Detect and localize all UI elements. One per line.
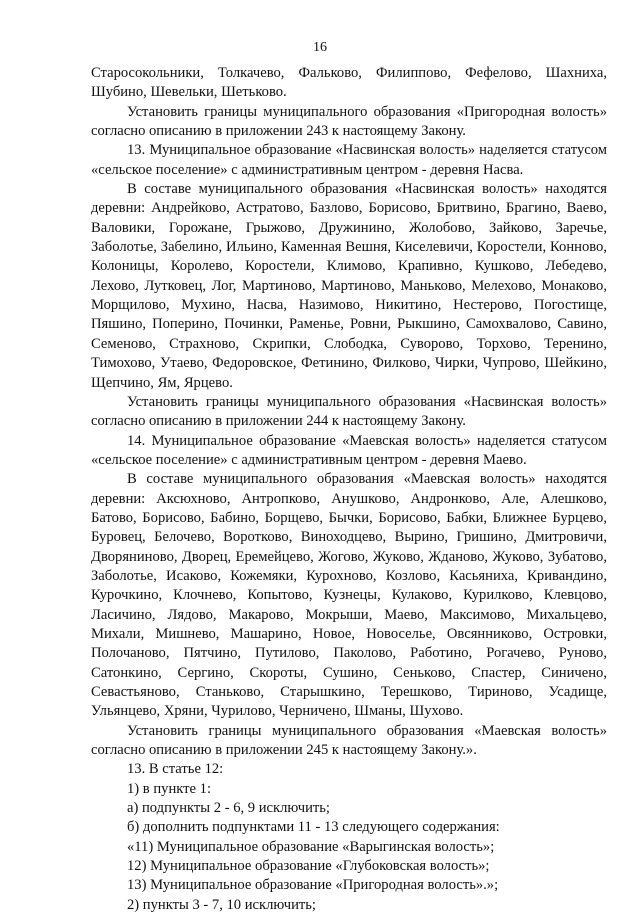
paragraph-item-12: 12) Муниципальное образование «Глубоковская волость»; xyxy=(127,858,490,875)
paragraph-boundaries-prigorodnaya: Установить границы муниципального образования «Пригородная волость» согласно описанию в приложении 243 к настоящему Закону. xyxy=(91,103,607,140)
document-body xyxy=(91,64,607,915)
paragraph-item-11: «11) Муниципальное образование «Варыгинская волость»; xyxy=(127,838,495,855)
paragraph-nasvinskaya-villages: В составе муниципального образования «Насвинская волость» находятся деревни: Андрейково, Астратово, Базлово, Борисово, Бритвино, Брагино, Ваево, Валовики, Горожане, Грыжово, Дружинино, Жолобово, Зайково, Заречье, Заболотье, Забелино, Ильино, Каменная Вешня, Киселевичи, Коростели, Конново, Колоницы, Королево, Коростели, Климово, Крапивно, Кушково, Лебедево, Лехово, Лутковец, Лог, Мартиново, Мартиново, Маньково, Мелехово, Монаково, Морщилово, Мухино, Насва, Назимово, Никитино, Нестерово, Погостище, Пяшино, Поперино, Починки, Раменье, Ровни, Рыкшино, Самохвалово, Савино, Семеново, Страхново, Скрипки, Слободка, Суворово, Торхово, Теренино, Тимохово, Утаево, Федоровское, Фетинино, Филково, Чирки, Чупрово, Шейкино, Щепчино, Ям, Ярцево. xyxy=(91,181,607,391)
paragraph-villages-continued: Старосокольники, Толкачево, Фальково, Филиппово, Фефелово, Шахниха, Шубино, Шевельки, Шетьково. xyxy=(91,65,607,101)
paragraph-boundaries-maevskaya: Установить границы муниципального образования «Маевская волость» согласно описанию в приложении 245 к настоящему Закону.». xyxy=(91,722,607,759)
paragraph-subpoint-a: а) подпункты 2 - 6, 9 исключить; xyxy=(127,800,330,817)
paragraph-point-1: 1) в пункте 1: xyxy=(127,780,212,797)
paragraph-article-12: 13. В статье 12: xyxy=(127,761,224,778)
page-number: 16 xyxy=(313,40,327,55)
paragraph-item-13: 13) Муниципальное образование «Пригородная волость».»; xyxy=(127,877,499,894)
paragraph-point-2: 2) пункты 3 - 7, 10 исключить; xyxy=(127,896,316,913)
paragraph-maevskaya-status: 14. Муниципальное образование «Маевская волость» наделяется статусом «сельское поселение» с административным центром - деревня Маево. xyxy=(91,432,607,468)
paragraph-maevskaya-villages: В составе муниципального образования «Маевская волость» находятся деревни: Аксюхново, Антропково, Анушково, Андронково, Але, Алешково, Батово, Борисово, Бабино, Борщево, Бычки, Борисово, Бабки, Ближнее Бурцево, Буровец, Белочево, Воротково, Виноходцево, Вырино, Гришино, Дмитровичи, Дворяниново, Дворец, Еремейцево, Жогово, Жуково, Жданово, Жуково, Зубатово, Заболотье, Исаково, Кожемяки, Курохново, Козлово, Касьяниха, Кривандино, Курочкино, Клочнево, Копытово, Кузнецы, Кулаково, Курилково, Клевцово, Ласичино, Лядово, Макарово, Мокрыши, Маево, Максимово, Михальцево, Михали, Мишнево, Машарино, Новое, Новоселье, Овсянниково, Островки, Полочаново, Пятчино, Путилово, Паколово, Работино, Рогачево, Руново, Сатонкино, Сергино, Скороты, Сушино, Сеньково, Спастер, Синичено, Севастьяново, Станьково, Старышкино, Терешково, Тириново, Усадище, Ульянцево, Хряни, Чурилово, Черничено, Шманы, Шухово. xyxy=(91,471,607,720)
paragraph-nasvinskaya-status: 13. Муниципальное образование «Насвинская волость» наделяется статусом «сельское поселение» с административным центром - деревня Насва. xyxy=(91,142,607,178)
paragraph-subpoint-b: б) дополнить подпунктами 11 - 13 следующего содержания: xyxy=(127,819,500,836)
paragraph-boundaries-nasvinskaya: Установить границы муниципального образования «Насвинская волость» согласно описанию в приложении 244 к настоящему Закону. xyxy=(91,393,607,430)
